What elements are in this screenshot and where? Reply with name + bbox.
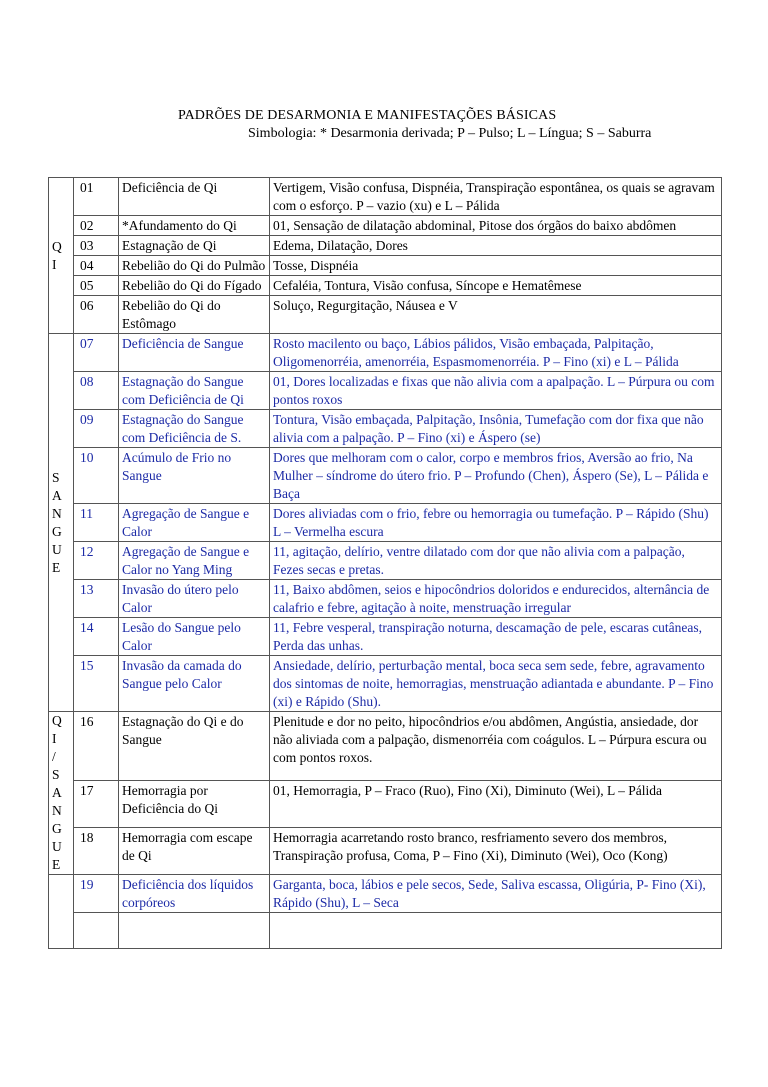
table-row: [49, 334, 722, 372]
table-row: [49, 296, 722, 334]
row-number-empty: [74, 913, 119, 949]
pattern-name: Invasão do útero pelo Calor: [119, 580, 270, 618]
manifestations: Edema, Dilatação, Dores: [270, 236, 722, 256]
table-row: [49, 656, 722, 712]
pattern-name: *Afundamento do Qi: [119, 216, 270, 236]
pattern-name: Hemorragia por Deficiência do Qi: [119, 781, 270, 828]
row-number: 12: [74, 542, 119, 580]
pattern-name: Deficiência de Qi: [119, 178, 270, 216]
row-number: 03: [74, 236, 119, 256]
manifestations: Dores aliviadas com o frio, febre ou hemorragia ou tumefação. P – Rápido (Shu) L – Vermelha escura: [270, 504, 722, 542]
table-row: [49, 256, 722, 276]
pattern-name: Rebelião do Qi do Estômago: [119, 296, 270, 334]
pattern-name: Agregação de Sangue e Calor: [119, 504, 270, 542]
pattern-name: Estagnação do Sangue com Deficiência de S.: [119, 410, 270, 448]
pattern-name: Invasão da camada do Sangue pelo Calor: [119, 656, 270, 712]
pattern-name: Agregação de Sangue e Calor no Yang Ming: [119, 542, 270, 580]
table-row: [49, 580, 722, 618]
table-row: [49, 410, 722, 448]
row-number: 10: [74, 448, 119, 504]
row-number: 19: [74, 875, 119, 913]
table-row: [49, 875, 722, 913]
row-number: 01: [74, 178, 119, 216]
manifestations: 11, Baixo abdômen, seios e hipocôndrios doloridos e endurecidos, alternância de calafrio e febre, agitação à noite, menstruação irregular: [270, 580, 722, 618]
manifestations: 01, Sensação de dilatação abdominal, Pitose dos órgãos do baixo abdômen: [270, 216, 722, 236]
row-number: 04: [74, 256, 119, 276]
manifestations-empty: [270, 913, 722, 949]
table-row: [49, 216, 722, 236]
row-number: 18: [74, 828, 119, 875]
row-number: 02: [74, 216, 119, 236]
manifestations: 11, Febre vesperal, transpiração noturna, descamação de pele, escaras cutâneas, Perda das unhas.: [270, 618, 722, 656]
table-row: [49, 448, 722, 504]
table-row: [49, 276, 722, 296]
manifestations: Soluço, Regurgitação, Náusea e V: [270, 296, 722, 334]
pattern-name: Hemorragia com escape de Qi: [119, 828, 270, 875]
pattern-name: Deficiência dos líquidos corpóreos: [119, 875, 270, 913]
table-row: [49, 236, 722, 256]
table-row: [49, 372, 722, 410]
row-number: 05: [74, 276, 119, 296]
row-number: 08: [74, 372, 119, 410]
legend-symbology: Simbologia: * Desarmonia derivada; P – Pulso; L – Língua; S – Saburra: [248, 126, 652, 141]
manifestations: Rosto macilento ou baço, Lábios pálidos, Visão embaçada, Palpitação, Oligomenorréia, amenorréia, Espasmomenorréia. P – Fino (xi) e L – Pálida: [270, 334, 722, 372]
row-number: 16: [74, 712, 119, 781]
group-label-qi: Q I: [49, 178, 74, 334]
manifestations: Vertigem, Visão confusa, Dispnéia, Transpiração espontânea, os quais se agravam com o esforço. P – vazio (xu) e L – Pálida: [270, 178, 722, 216]
row-number: 13: [74, 580, 119, 618]
group-label-qi-sangue: Q I / S A N G U E: [49, 712, 74, 875]
manifestations: 11, agitação, delírio, ventre dilatado com dor que não alivia com a palpação, Fezes secas e pretas.: [270, 542, 722, 580]
row-number: 15: [74, 656, 119, 712]
manifestations: Tosse, Dispnéia: [270, 256, 722, 276]
pattern-name: Rebelião do Qi do Fígado: [119, 276, 270, 296]
document-title: PADRÕES DE DESARMONIA E MANIFESTAÇÕES BÁSICAS: [178, 108, 557, 123]
manifestations: 01, Hemorragia, P – Fraco (Ruo), Fino (Xi), Diminuto (Wei), L – Pálida: [270, 781, 722, 828]
pattern-name-empty: [119, 913, 270, 949]
table-row: [49, 178, 722, 216]
table-row: [49, 712, 722, 781]
pattern-name: Estagnação do Sangue com Deficiência de Qi: [119, 372, 270, 410]
manifestations: Garganta, boca, lábios e pele secos, Sede, Saliva escassa, Oligúria, P- Fino (Xi), Rápido (Shu), L – Seca: [270, 875, 722, 913]
row-number: 09: [74, 410, 119, 448]
patterns-table: [48, 177, 722, 949]
table-row: [49, 781, 722, 828]
pattern-name: Estagnação de Qi: [119, 236, 270, 256]
pattern-name: Rebelião do Qi do Pulmão: [119, 256, 270, 276]
pattern-name: Estagnação do Qi e do Sangue: [119, 712, 270, 781]
manifestations: 01, Dores localizadas e fixas que não alivia com a apalpação. L – Púrpura ou com pontos roxos: [270, 372, 722, 410]
pattern-name: Lesão do Sangue pelo Calor: [119, 618, 270, 656]
table-row: [49, 618, 722, 656]
manifestations: Cefaléia, Tontura, Visão confusa, Síncope e Hematêmese: [270, 276, 722, 296]
manifestations: Tontura, Visão embaçada, Palpitação, Insônia, Tumefação com dor fixa que não alivia com a palpação. P – Fino (xi) e Áspero (se): [270, 410, 722, 448]
table-row: [49, 542, 722, 580]
manifestations: Ansiedade, delírio, perturbação mental, boca seca sem sede, febre, agravamento dos sintomas de noite, hemorragias, menstruação adiantada e abundante. P – Fino (xi) e Rápido (Shu).: [270, 656, 722, 712]
row-number: 17: [74, 781, 119, 828]
row-number: 14: [74, 618, 119, 656]
group-label-sangue: S A N G U E: [49, 334, 74, 712]
group-label-empty: [49, 875, 74, 949]
manifestations: Plenitude e dor no peito, hipocôndrios e/ou abdômen, Angústia, ansiedade, dor não aliviada com a palpação, dismenorréia com coágulos. L – Púrpura escura ou com pontos roxos.: [270, 712, 722, 781]
row-number: 06: [74, 296, 119, 334]
row-number: 07: [74, 334, 119, 372]
row-number: 11: [74, 504, 119, 542]
table-row: [49, 504, 722, 542]
table-row: [49, 828, 722, 875]
pattern-name: Deficiência de Sangue: [119, 334, 270, 372]
pattern-name: Acúmulo de Frio no Sangue: [119, 448, 270, 504]
table-row-empty: [49, 913, 722, 949]
manifestations: Dores que melhoram com o calor, corpo e membros frios, Aversão ao frio, Na Mulher – síndrome do útero frio. P – Profundo (Chen), Áspero (Se), L – Pálida e Baça: [270, 448, 722, 504]
manifestations: Hemorragia acarretando rosto branco, resfriamento severo dos membros, Transpiração profusa, Coma, P – Fino (Xi), Diminuto (Wei), Oco (Kong): [270, 828, 722, 875]
